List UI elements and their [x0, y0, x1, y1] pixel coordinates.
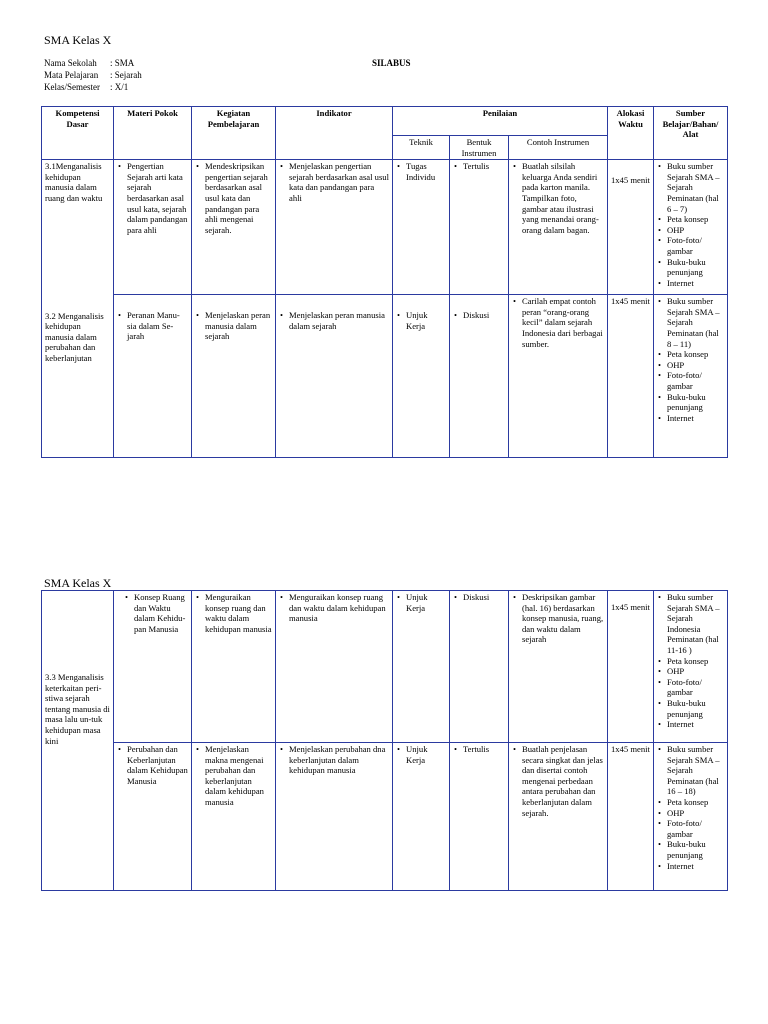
page-title: SMA Kelas X	[44, 33, 112, 47]
list-item: • Diskusi	[463, 592, 505, 603]
list-item: • Buku-buku penunjang	[667, 257, 724, 278]
list-item: • Internet	[667, 413, 724, 424]
bentuk-cell	[450, 160, 509, 295]
list-item: • Buku sumber Sejarah SMA – Sejarah Indonesia Peminatan (hal 11-16 )	[667, 592, 724, 656]
silabus-heading: SILABUS	[372, 58, 411, 68]
list-item: • Mendeskripsikan pengertian sejarah berdasarkan asal usul kata dan pandangan para ahli mengenai sejarah.	[205, 161, 272, 235]
meta-value: : Sejarah	[110, 70, 142, 80]
kegiatan-cell	[192, 160, 276, 295]
kd-cell	[42, 160, 114, 458]
meta-value: : SMA	[110, 58, 135, 68]
list-item: • Buku sumber Sejarah SMA – Sejarah Peminatan (hal 8 – 11)	[667, 296, 724, 349]
list-item: • OHP	[667, 808, 724, 819]
kd-3-3: 3.3 Menganalisis keterkaitan peri-stiwa sejarah tentang manusia di masa lalu un-tuk kehidupan masa kini	[45, 672, 110, 746]
list-item: • Perubahan dan Keberlanjutan dalam Kehidupan Manusia	[127, 744, 188, 786]
list-item: • Deskripsikan gambar (hal. 16) berdasarkan konsep manusia, ruang, dan waktu dalam sejarah	[522, 592, 604, 645]
list-item: • Peranan Manu-sia dalam Se-jarah	[127, 310, 188, 342]
bentuk-cell	[450, 295, 509, 458]
list-item: • OHP	[667, 225, 724, 236]
list-item: • Buku sumber Sejarah SMA – Sejarah Peminatan (hal 16 – 18)	[667, 744, 724, 797]
list-item: • Foto-foto/ gambar	[667, 370, 724, 391]
meta-label: Mata Pelajaran	[44, 70, 99, 80]
list-item: • Diskusi	[463, 310, 505, 321]
alokasi-cell	[608, 743, 654, 891]
list-item: • Unjuk Kerja	[406, 310, 446, 331]
list-item: • Tertulis	[463, 744, 505, 755]
materi-cell	[114, 160, 192, 295]
list-item: • Buku-buku penunjang	[667, 698, 724, 719]
meta-value: : X/1	[110, 82, 129, 92]
sumber-cell	[654, 295, 728, 458]
kegiatan-cell	[192, 295, 276, 458]
list-item: • Peta konsep	[667, 349, 724, 360]
list-item: • Pengertian Sejarah arti kata sejarah berdasarkan asal usul kata, sejarah dalam pandangan para ahli	[127, 161, 188, 235]
list-item: • Buatlah silsilah keluarga Anda sendiri pada karton manila. Tampilkan foto, gambar atau ilustrasi yang menandai orang-orang dalam bagan.	[522, 161, 604, 235]
header-bentuk: Bentuk Instrumen	[450, 136, 509, 160]
list-item: • Peta konsep	[667, 656, 724, 667]
header-contoh: Contoh Instrumen	[509, 136, 608, 160]
list-item: • Menguraikan konsep ruang dan waktu dalam kehidupan manusia	[289, 592, 389, 624]
sumber-cell	[654, 591, 728, 743]
header-sumber: Sumber Belajar/Bahan/ Alat	[654, 107, 728, 160]
list-item: • Carilah empat contoh peran “orang-orang kecil” dalam sejarah Indonesia dari berbagai sumber.	[522, 296, 604, 349]
indikator-cell	[276, 591, 393, 743]
list-item: • Buku sumber Sejarah SMA – Sejarah Peminatan (hal 6 – 7)	[667, 161, 724, 214]
header-penilaian: Penilaian	[393, 107, 608, 136]
list-item: • Menjelaskan perubahan dna keberlanjutan dalam kehidupan manusia	[289, 744, 389, 776]
list-item: • Foto-foto/ gambar	[667, 677, 724, 698]
school-meta	[44, 57, 142, 93]
teknik-cell	[393, 160, 450, 295]
materi-cell	[114, 295, 192, 458]
header-kegiatan: Kegiatan Pembelajaran	[192, 107, 276, 160]
contoh-cell	[509, 295, 608, 458]
list-item: • Tugas Individu	[406, 161, 446, 182]
list-item: • Peta konsep	[667, 797, 724, 808]
contoh-cell	[509, 591, 608, 743]
kd-cell	[42, 591, 114, 891]
list-item: • Konsep Ruang dan Waktu dalam Kehidu-pan Manusia	[134, 592, 188, 634]
bentuk-cell	[450, 591, 509, 743]
list-item: • Menjelaskan peran manusia dalam sejarah	[205, 310, 272, 342]
list-item: • Tertulis	[463, 161, 505, 172]
meta-label: Nama Sekolah	[44, 58, 97, 68]
teknik-cell	[393, 295, 450, 458]
alokasi-value: 1x45 menit	[611, 602, 650, 612]
header-materi: Materi Pokok	[114, 107, 192, 160]
alokasi-cell	[608, 160, 654, 295]
list-item: • Menjelaskan makna mengenai perubahan dan keberlanjutan dalam kehidupan manusia	[205, 744, 272, 808]
list-item: • Internet	[667, 278, 724, 289]
alokasi-cell	[608, 295, 654, 458]
list-item: • Peta konsep	[667, 214, 724, 225]
contoh-cell	[509, 160, 608, 295]
syllabus-table-1	[41, 106, 728, 458]
meta-label: Kelas/Semester	[44, 82, 100, 92]
page-title-2: SMA Kelas X	[44, 576, 112, 590]
contoh-cell	[509, 743, 608, 891]
kegiatan-cell	[192, 591, 276, 743]
list-item: • Foto-foto/ gambar	[667, 235, 724, 256]
materi-cell	[114, 743, 192, 891]
list-item: • Internet	[667, 719, 724, 730]
materi-cell	[114, 591, 192, 743]
sumber-cell	[654, 743, 728, 891]
header-teknik: Teknik	[393, 136, 450, 160]
list-item: • Unjuk Kerja	[406, 592, 446, 613]
sumber-cell	[654, 160, 728, 295]
list-item: • Menjelaskan pengertian sejarah berdasarkan asal usul kata dan pandangan para ahli	[289, 161, 389, 203]
list-item: • Buatlah penjelasan secara singkat dan jelas dan disertai contoh mengenai perbedaan antara perubahan dan keberlanjutan dalam sejarah.	[522, 744, 604, 818]
list-item: • OHP	[667, 666, 724, 677]
header-alokasi: Alokasi Waktu	[608, 107, 654, 160]
kd-3-1: 3.1Menganalisis kehidupan manusia dalam ruang dan waktu	[45, 161, 103, 203]
list-item: • Buku-buku penunjang	[667, 392, 724, 413]
header-kd: Kompetensi Dasar	[42, 107, 114, 160]
alokasi-value: 1x45 menit	[611, 744, 650, 754]
list-item: • Menjelaskan peran manusia dalam sejarah	[289, 310, 389, 331]
indikator-cell	[276, 743, 393, 891]
list-item: • Foto-foto/ gambar	[667, 818, 724, 839]
list-item: • Buku-buku penunjang	[667, 839, 724, 860]
list-item: • OHP	[667, 360, 724, 371]
alokasi-value: 1x45 menit	[611, 175, 650, 186]
list-item: • Unjuk Kerja	[406, 744, 446, 765]
list-item: • Menguraikan konsep ruang dan waktu dalam kehidupan manusia	[205, 592, 272, 634]
alokasi-cell	[608, 591, 654, 743]
kegiatan-cell	[192, 743, 276, 891]
syllabus-table-2	[41, 590, 728, 891]
teknik-cell	[393, 591, 450, 743]
kd-3-2: 3.2 Menganalisis kehidupan manusia dalam perubahan dan keberlanjutan	[45, 310, 104, 363]
header-indikator: Indikator	[276, 107, 393, 160]
teknik-cell	[393, 743, 450, 891]
indikator-cell	[276, 295, 393, 458]
alokasi-value: 1x45 menit	[611, 296, 650, 307]
bentuk-cell	[450, 743, 509, 891]
indikator-cell	[276, 160, 393, 295]
list-item: • Internet	[667, 861, 724, 872]
